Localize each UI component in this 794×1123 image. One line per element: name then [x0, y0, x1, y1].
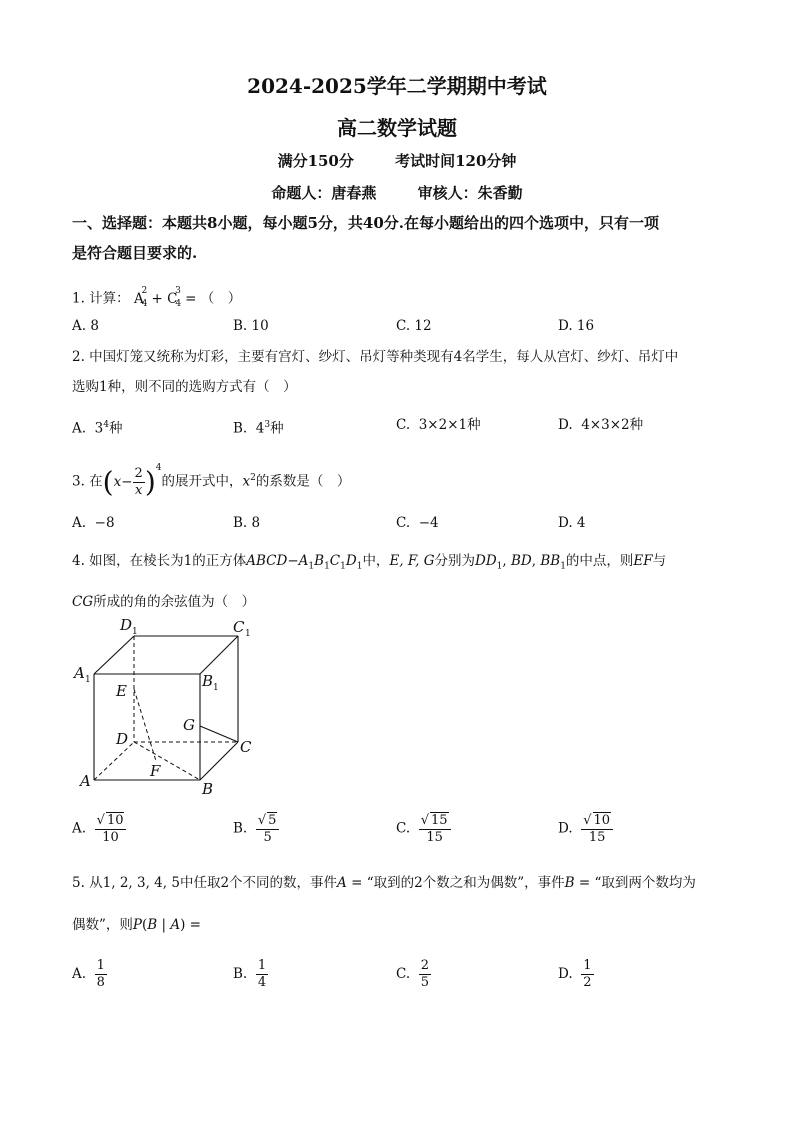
- cube-figure: [70, 612, 260, 802]
- label-d1: D: [120, 616, 133, 634]
- edge-bc: [200, 742, 238, 780]
- author: 命题人：唐春燕: [271, 184, 377, 202]
- q2-line2: 选购1种，则不同的选购方式有（ ）: [72, 379, 297, 395]
- segment-gc: [200, 726, 238, 742]
- q2-option-b[interactable]: B. $4^3$种: [233, 420, 284, 437]
- q1-suffix: （ ）: [200, 290, 242, 307]
- edge-b1c1: [200, 636, 238, 674]
- label-a1-sub: 1: [85, 675, 91, 685]
- label-f: F: [150, 762, 161, 780]
- q5-option-c[interactable]: C. $\frac{2}{5}$: [396, 958, 430, 990]
- question-5: [72, 872, 732, 936]
- label-c: C: [240, 738, 252, 756]
- q4-option-c[interactable]: C. $\frac{√ 15}{15}$: [396, 812, 451, 846]
- label-c1-sub: 1: [245, 629, 251, 639]
- q3-option-a[interactable]: A. −8: [72, 515, 115, 531]
- section-heading: [72, 208, 732, 268]
- q1-prefix: 1. 计算：: [72, 290, 130, 307]
- q4-option-d[interactable]: D. $\frac{√ 10}{15}$: [558, 812, 613, 846]
- label-d1-sub: 1: [132, 627, 138, 637]
- question-4: [72, 550, 732, 613]
- q3-option-c[interactable]: C. −4: [396, 515, 439, 531]
- q3-binomial: (x− $\frac{2}{x}$ )$^4$: [102, 463, 162, 498]
- exam-title: 2024-2025学年二学期期中考试: [247, 74, 547, 98]
- q5-option-d[interactable]: D. $\frac{1}{2}$: [558, 958, 592, 990]
- q5-line2: 偶数”，则P(B | A) =: [72, 917, 201, 933]
- q2-option-c[interactable]: C. 3×2×1种: [396, 417, 481, 433]
- section-heading-line1: 一、选择题：本题共8小题，每小题5分，共40分.在每小题给出的四个选项中，只有一项: [72, 214, 659, 232]
- label-d: D: [116, 730, 129, 748]
- q2-line1: 2. 中国灯笼又统称为灯彩，主要有宫灯、纱灯、吊灯等种类现有4名学生，每人从宫灯、纱灯、吊灯中: [72, 349, 679, 365]
- q5-option-a[interactable]: A. $\frac{1}{8}$: [72, 958, 105, 990]
- full-score: 满分150分: [277, 152, 354, 170]
- exam-info: [0, 150, 794, 171]
- label-g: G: [183, 716, 195, 734]
- q5-option-b[interactable]: B. $\frac{1}{4}$: [233, 958, 267, 990]
- q3-option-d[interactable]: D. 4: [558, 515, 586, 531]
- q2-option-a[interactable]: A. $3^4$种: [72, 420, 123, 437]
- q1-formula: $A_4^2 + C_4^3$ =: [133, 286, 197, 310]
- q4-line1: 4. 如图，在棱长为1的正方体$ABCD-A_1B_1C_1D_1$中，E, F, G分别为$DD_1$, BD, $BB_1$的中点，则EF与: [72, 553, 667, 572]
- question-1: [72, 284, 732, 315]
- exam-time: 考试时间120分钟: [395, 152, 517, 170]
- question-2: [72, 346, 732, 398]
- q1-option-b[interactable]: B. 10: [233, 318, 269, 334]
- hidden-segment-db: [134, 742, 200, 780]
- q1-option-c[interactable]: C. 12: [396, 318, 432, 334]
- label-b1-sub: 1: [213, 683, 219, 693]
- q1-option-d[interactable]: D. 16: [558, 318, 595, 334]
- q1-option-a[interactable]: A. 8: [72, 318, 99, 334]
- exam-authors: [0, 182, 794, 203]
- q2-option-d[interactable]: D. 4×3×2种: [558, 417, 644, 433]
- label-b1: B: [202, 672, 214, 690]
- q4-line2: CG所成的角的余弦值为（ ）: [72, 593, 256, 610]
- label-e: E: [116, 682, 127, 700]
- exam-subtitle: 高二数学试题: [337, 116, 457, 140]
- q4-option-b[interactable]: B. $\frac{√ 5}{5}$: [233, 812, 279, 846]
- reviewer: 审核人：朱香勤: [417, 184, 523, 202]
- edge-a1d1: [94, 636, 134, 674]
- q3-option-b[interactable]: B. 8: [233, 515, 261, 531]
- label-b: B: [202, 780, 214, 798]
- label-a: A: [80, 772, 91, 790]
- hidden-segment-ef: [134, 689, 156, 761]
- label-c1: C: [233, 618, 245, 636]
- label-a1: A: [74, 664, 85, 682]
- question-3: 3. 在(x− $\frac{2}{x}$ )$^4$的展开式中，$x^2$的系数是（ ）: [72, 463, 351, 498]
- q5-line1: 5. 从1, 2, 3, 4, 5中任取2个不同的数，事件A = “取到的2个数之和为偶数”，事件B = “取到两个数均为: [72, 875, 696, 891]
- section-heading-line2: 是符合题目要求的.: [72, 244, 198, 262]
- q4-option-a[interactable]: A. $\frac{√ 10}{10}$: [72, 812, 126, 846]
